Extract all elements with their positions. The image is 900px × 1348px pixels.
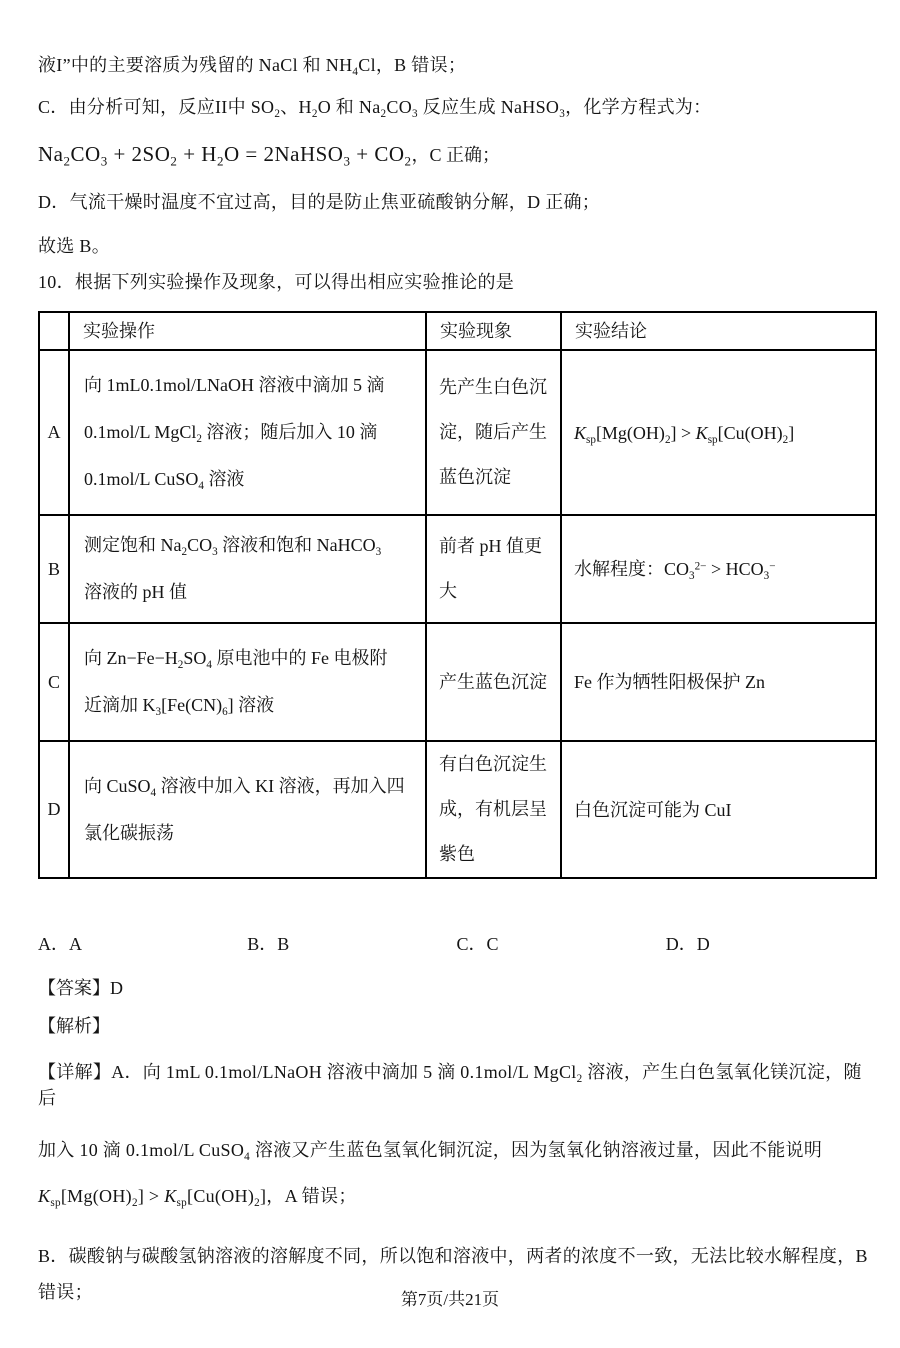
choice-b: B．B [247, 934, 290, 954]
row-d-conclusion: 白色沉淀可能为 CuI [561, 741, 876, 878]
detail-line-1: 【详解】A．向 1mL 0.1mol/LNaOH 溶液中滴加 5 滴 0.1mol/L MgCl$_2$ 溶液，产生白色氢氧化镁沉淀，随后 [38, 1062, 862, 1108]
row-d-phenomenon: 有白色沉淀生 成，有机层呈 紫色 [426, 741, 561, 878]
detail-line-4: B．碳酸钠与碳酸氢钠溶液的溶解度不同，所以饱和溶液中，两者的浓度不一致，无法比较水解程度，B [38, 1246, 868, 1266]
choice-a: A．A [38, 934, 82, 954]
chemical-equation: $Na_2CO_3 + 2SO_2 + H_2O$ = 2NaHSO$_3$ + $CO_2$ [38, 142, 412, 169]
row-c-operation: 向 $Zn-Fe-H_2SO_4$ 原电池中的 Fe 电极附 近滴加 $K_3[Fe(CN)_6]$ 溶液 [69, 623, 426, 741]
analysis-c-intro: C．由分析可知，反应II中 $SO_2$、$H_2O$ 和 $Na_2CO_3$ 反应生成 NaHSO$_3$，化学方程式为： [38, 97, 712, 120]
header-operation: 实验操作 [69, 312, 426, 350]
row-a-operation: 向 1mL0.1mol/LNaOH 溶液中滴加 5 滴 0.1mol/L MgCl$_2$ 溶液；随后加入 10 滴 0.1mol/L CuSO$_4$ 溶液 [69, 350, 426, 515]
choice-d: D．D [665, 934, 710, 954]
table-row-a [39, 350, 876, 515]
row-d-label: D [39, 741, 69, 878]
table-row-d [39, 741, 876, 878]
detail-line-2: 加入 10 滴 0.1mol/L CuSO$_4$ 溶液又产生蓝色氢氧化铜沉淀，因为氢氧化钠溶液过量，因此不能说明 [38, 1140, 823, 1163]
chemical-equation-line [38, 136, 875, 173]
answer-label: 【答案】 [38, 978, 110, 998]
answer-line [38, 975, 875, 1001]
header-phenomenon: 实验现象 [426, 312, 561, 350]
experiment-table-header-row [39, 312, 876, 350]
row-a-label: A [39, 350, 69, 515]
analysis-b-tail: 液I”中的主要溶质为残留的 NaCl 和 $NH_4Cl$，B 错误； [38, 55, 467, 78]
detail-line-5: 错误； [38, 1282, 93, 1302]
choice-c: C．C [456, 934, 499, 954]
analysis-label: 【解析】 [38, 1016, 110, 1036]
row-b-conclusion: 水解程度：$CO_3^{2-} > HCO_3^-$ [561, 515, 876, 623]
row-a-phenomenon: 先产生白色沉 淀，随后产生 蓝色沉淀 [426, 350, 561, 515]
analysis-verdict: 故选 B。 [38, 236, 111, 256]
choices-row [38, 931, 875, 957]
row-b-phenomenon: 前者 pH 值更 大 [426, 515, 561, 623]
analysis-d-line: D．气流干燥时温度不宜过高，目的是防止焦亚硫酸钠分解，D 正确； [38, 192, 601, 212]
row-d-operation: 向 CuSO$_4$ 溶液中加入 KI 溶液，再加入四 氯化碳振荡 [69, 741, 426, 878]
header-conclusion: 实验结论 [561, 312, 876, 350]
experiment-table [38, 311, 877, 879]
row-c-label: C [39, 623, 69, 741]
header-empty-cell [39, 312, 69, 350]
answer-value: D [110, 978, 123, 998]
question-10-stem: 10．根据下列实验操作及现象，可以得出相应实验推论的是 [38, 272, 515, 292]
row-c-conclusion: Fe 作为牺牲阳极保护 Zn [561, 623, 876, 741]
page-number-footer: 第7页/共21页 [400, 1290, 500, 1309]
table-row-b [39, 515, 876, 623]
row-a-conclusion: $K_{sp}[Mg(OH)_2] > K_{sp}[Cu(OH)_2]$ [561, 350, 876, 515]
detail-line-3: $K_{sp}[Mg(OH)_2] > K_{sp}[Cu(OH)_2]$，A 错误； [38, 1186, 357, 1209]
row-c-phenomenon: 产生蓝色沉淀 [426, 623, 561, 741]
row-b-operation: 测定饱和 $Na_2CO_3$ 溶液和饱和 NaHCO$_3$ 溶液的 pH 值 [69, 515, 426, 623]
chemical-equation-verdict: ，C 正确； [411, 145, 501, 165]
row-b-label: B [39, 515, 69, 623]
table-row-c [39, 623, 876, 741]
